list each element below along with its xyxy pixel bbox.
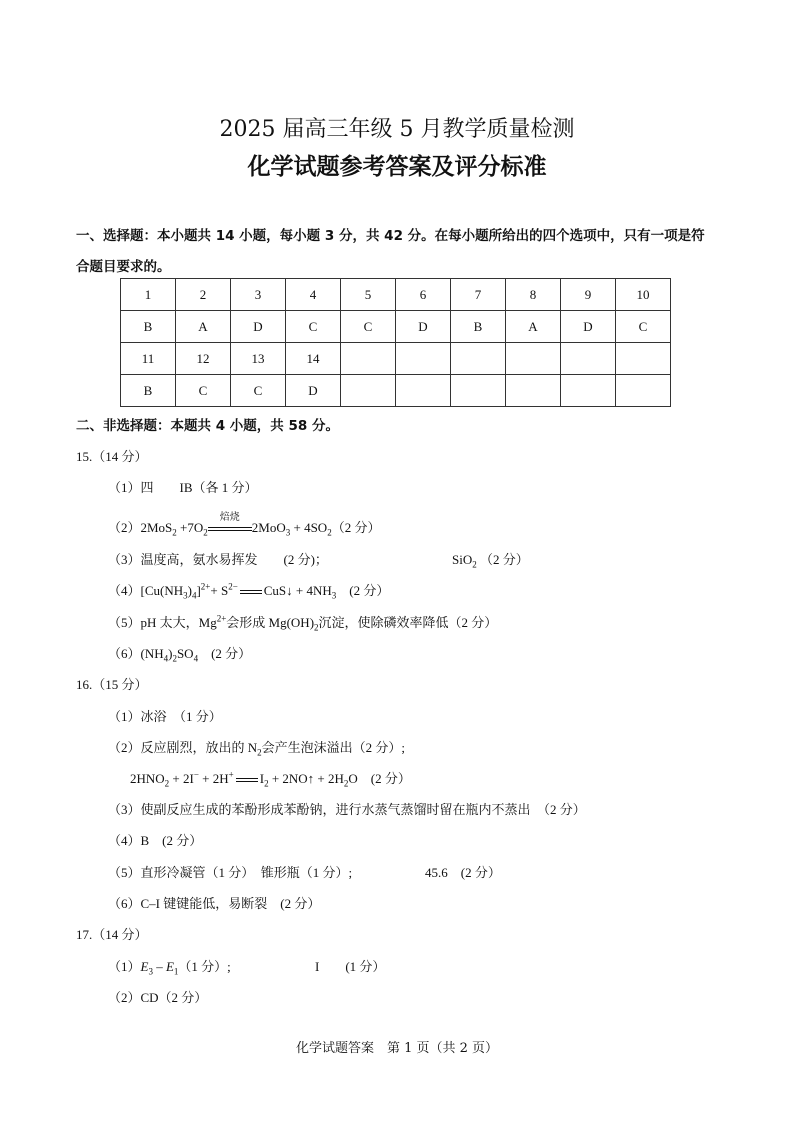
table-cell: 12 <box>176 343 231 375</box>
page-subtitle: 化学试题参考答案及评分标准 <box>247 154 547 180</box>
q15-answer-3-score: （2 分） <box>479 552 529 567</box>
table-cell: 9 <box>561 279 616 311</box>
table-cell: D <box>396 311 451 343</box>
q17-answer-1-right: I (1 分） <box>315 959 386 974</box>
table-cell <box>396 375 451 407</box>
q16-answer-2-b: 会产生泡沫溢出（2 分）; <box>261 740 406 755</box>
table-cell <box>451 343 506 375</box>
table-cell <box>561 375 616 407</box>
answer-table <box>120 278 671 407</box>
q15-answer-3-sio2: SiO <box>452 552 473 567</box>
table-row <box>121 311 671 343</box>
table-cell: 10 <box>616 279 671 311</box>
q16-answer-2-equation: $2HNO_2 + 2I^- + 2H^+$ $I_2$ + 2NO↑ + $2H_2O$ (2 分） <box>130 769 411 789</box>
table-cell <box>341 375 396 407</box>
q15-answer-5: （5）pH 太大，$Mg^{2+}$会形成 $Mg(OH)_2$沉淀，使除磷效率降低（2 分） <box>108 613 498 633</box>
table-row <box>121 343 671 375</box>
table-cell: A <box>506 311 561 343</box>
table-cell: C <box>231 375 286 407</box>
table-cell <box>451 375 506 407</box>
table-cell: C <box>616 311 671 343</box>
reaction-condition <box>208 512 252 536</box>
q16-answer-5-right: 45.6 (2 分） <box>425 865 501 880</box>
q17-heading: 17.（14 分） <box>76 927 148 942</box>
table-row <box>121 375 671 407</box>
table-cell <box>341 343 396 375</box>
table-cell <box>616 375 671 407</box>
condition-label: 焙烧 <box>219 512 240 523</box>
q16-answer-5: （5）直形冷凝管（1 分） 锥形瓶（1 分）; <box>108 865 353 880</box>
table-cell <box>561 343 616 375</box>
table-cell: 6 <box>396 279 451 311</box>
q15-answer-3-right: SiO$_2$ （2 分） <box>452 552 529 570</box>
table-cell: 13 <box>231 343 286 375</box>
table-cell: 2 <box>176 279 231 311</box>
q15-answer-1: （1）四 IB（各 1 分） <box>108 480 258 495</box>
table-cell: 4 <box>286 279 341 311</box>
q16-answer-2-a: （2）反应剧烈，放出的 N <box>108 740 258 755</box>
table-cell: 8 <box>506 279 561 311</box>
table-cell: 11 <box>121 343 176 375</box>
table-cell <box>506 343 561 375</box>
q16-answer-2: （2）反应剧烈，放出的 $N_2$会产生泡沫溢出（2 分）; <box>108 740 406 758</box>
table-cell: D <box>286 375 341 407</box>
q16-heading: 16.（15 分） <box>76 677 148 692</box>
table-cell: C <box>286 311 341 343</box>
table-cell: 7 <box>451 279 506 311</box>
section1-heading-cont: 合题目要求的。 <box>76 259 171 275</box>
q15-answer-2: $(2)2MoS_2 +7O_2$ 焙烧 $2MoO_3 + 4SO_2(2$ 分） <box>108 517 380 538</box>
q16-answer-6: （6）C–I 键键能低，易断裂 (2 分） <box>108 896 321 911</box>
table-cell: C <box>341 311 396 343</box>
table-cell: B <box>451 311 506 343</box>
table-cell: 14 <box>286 343 341 375</box>
page-footer: 化学试题答案 第 1 页（共 2 页） <box>295 1041 499 1056</box>
table-cell <box>396 343 451 375</box>
table-cell: B <box>121 311 176 343</box>
q15-answer-4: $(4)[Cu(NH_3)_4]^{2+}+ S^{2-}$ CuS↓ + $4NH_3$ (2 分） <box>108 581 390 601</box>
table-cell: C <box>176 375 231 407</box>
table-cell <box>506 375 561 407</box>
q15-answer-5-a: （5）pH 太大，Mg <box>108 615 217 630</box>
table-cell <box>616 343 671 375</box>
q17-answer-1: $(1)E_3 - E_1(1$ 分）; <box>108 959 231 977</box>
table-cell: A <box>176 311 231 343</box>
table-cell: B <box>121 375 176 407</box>
table-cell: 5 <box>341 279 396 311</box>
q15-answer-2-prefix: （2）2MoS <box>108 520 173 535</box>
table-cell: 1 <box>121 279 176 311</box>
q15-answer-6: $(6)(NH_4)_2SO_4$ (2 分） <box>108 646 252 664</box>
q15-answer-5-c: 沉淀，使除磷效率降低（2 分） <box>318 615 498 630</box>
table-cell: D <box>231 311 286 343</box>
section2-heading: 二、非选择题：本题共 4 小题，共 58 分。 <box>76 418 339 434</box>
section1-heading: 一、选择题：本小题共 14 小题，每小题 3 分，共 42 分。在每小题所给出的四个选项中，只有一项是符 <box>76 228 705 244</box>
q16-answer-4: （4）B (2 分） <box>108 833 203 848</box>
q16-answer-3: （3）使副反应生成的苯酚形成苯酚钠，进行水蒸气蒸馏时留在瓶内不蒸出 （2 分） <box>108 802 586 817</box>
q17-answer-2: （2）CD（2 分） <box>108 990 208 1005</box>
q15-heading: 15.（14 分） <box>76 449 148 464</box>
table-cell: D <box>561 311 616 343</box>
q15-answer-5-b: 会形成 Mg(OH) <box>226 615 315 630</box>
table-cell: 3 <box>231 279 286 311</box>
q15-answer-3: （3）温度高，氨水易挥发 (2 分)； <box>108 552 328 567</box>
page-title: 2025 届高三年级 5 月教学质量检测 <box>219 117 575 142</box>
table-row <box>121 279 671 311</box>
q16-answer-1: （1）冰浴 （1 分） <box>108 709 222 724</box>
